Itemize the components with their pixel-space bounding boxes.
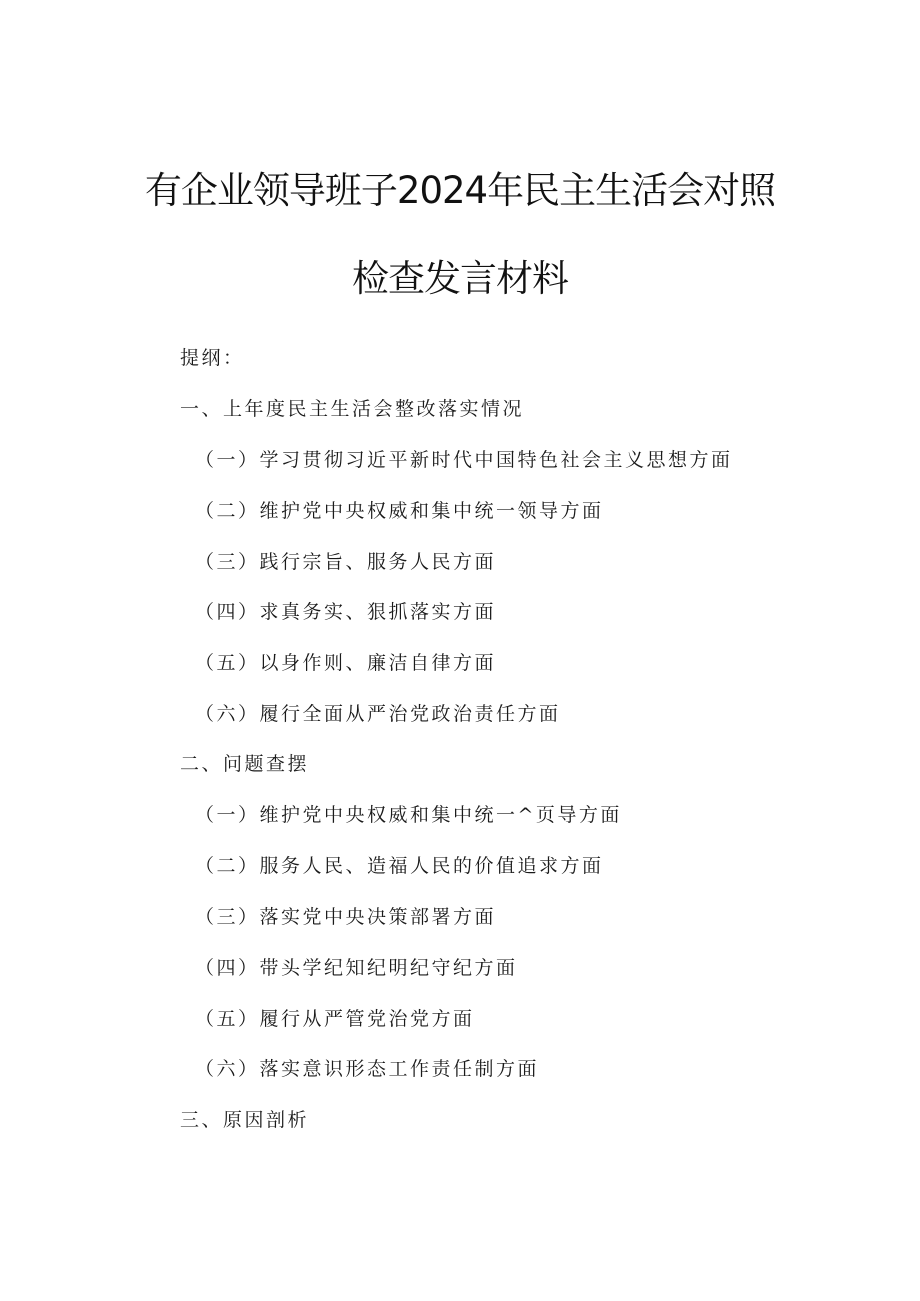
outline-item: （五）以身作则、廉洁自律方面 — [195, 652, 497, 674]
outline-item: （六）履行全面从严治党政治责任方面 — [195, 703, 561, 725]
outline-item: （二）维护党中央权威和集中统一领导方面 — [195, 500, 604, 522]
section-heading-2: 二、问题查摆 — [180, 753, 310, 775]
outline-item: （六）落实意识形态工作责任制方面 — [195, 1058, 540, 1080]
outline-item: （四）求真务实、狠抓落实方面 — [195, 601, 497, 623]
section-heading-1: 一、上年度民主生活会整改落实情况 — [180, 398, 525, 420]
outline-item: （一）学习贯彻习近平新时代中国特色社会主义思想方面 — [195, 449, 733, 471]
outline-item: （一）维护党中央权威和集中统一^页导方面 — [195, 804, 622, 826]
outline-item: （三）落实党中央决策部署方面 — [195, 906, 497, 928]
document-title-line-1: 有企业领导班子2024年民主生活会对照 — [144, 169, 776, 212]
document-title-line-2: 检查发言材料 — [352, 257, 568, 300]
outline-label: 提纲： — [180, 347, 245, 369]
outline-item: （五）履行从严管党治党方面 — [195, 1008, 475, 1030]
outline-item: （四）带头学纪知纪明纪守纪方面 — [195, 957, 518, 979]
outline-item: （三）践行宗旨、服务人民方面 — [195, 551, 497, 573]
outline-item: （二）服务人民、造福人民的价值追求方面 — [195, 855, 604, 877]
section-heading-3: 三、原因剖析 — [180, 1109, 310, 1131]
